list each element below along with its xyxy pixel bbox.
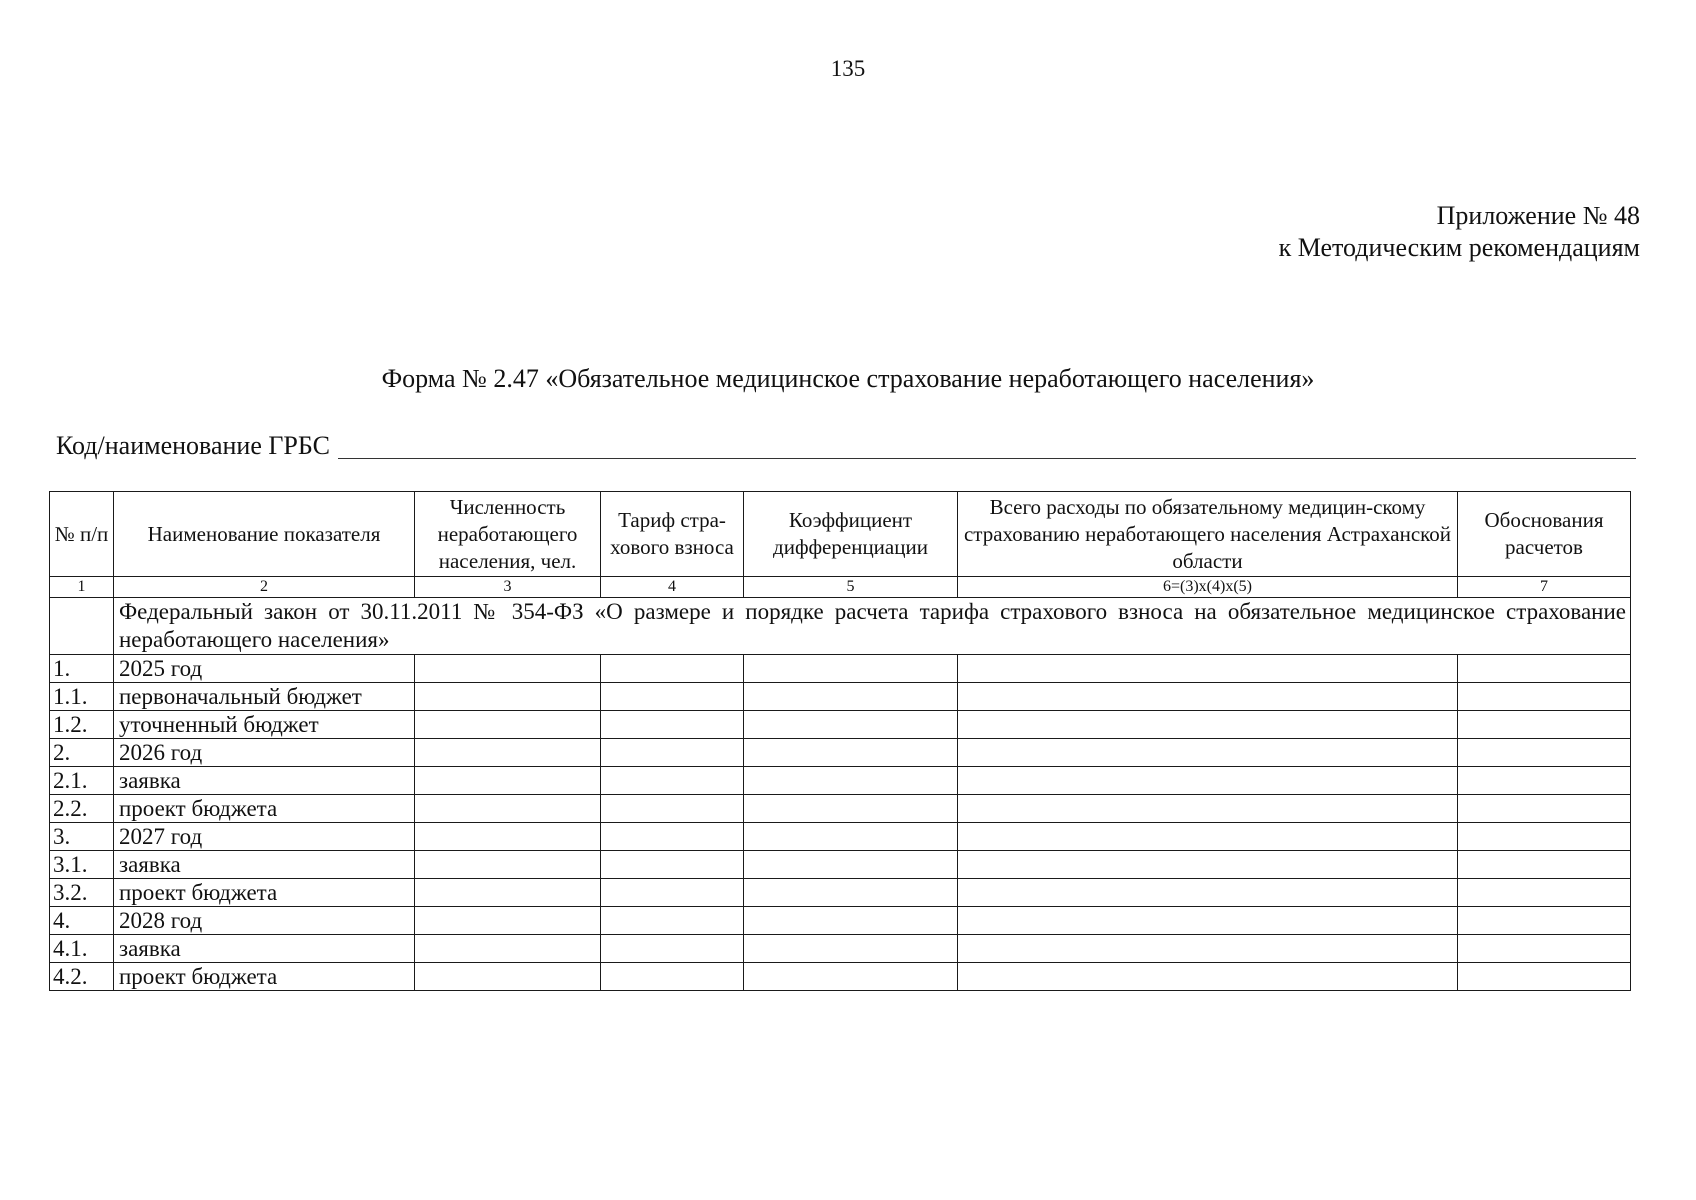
justification-cell [1458,963,1631,991]
total-cell [958,795,1458,823]
population-cell [415,711,601,739]
tariff-cell [601,935,744,963]
row-number: 3. [50,823,114,851]
tariff-cell [601,655,744,683]
row-indicator-name: 2026 год [114,739,415,767]
justification-cell [1458,851,1631,879]
column-number: 6=(3)x(4)x(5) [958,577,1458,598]
row-number: 4.1. [50,935,114,963]
population-cell [415,795,601,823]
appendix-reference: к Методическим рекомендациям [1278,233,1640,262]
coefficient-cell [744,795,958,823]
row-number: 1. [50,655,114,683]
tariff-cell [601,851,744,879]
row-number: 4. [50,907,114,935]
justification-cell [1458,935,1631,963]
table-row [50,851,1631,879]
grbs-blank-line [338,428,1636,459]
row-indicator-name: заявка [114,767,415,795]
justification-cell [1458,739,1631,767]
tariff-cell [601,963,744,991]
population-cell [415,823,601,851]
population-cell [415,683,601,711]
population-cell [415,907,601,935]
row-indicator-name: первоначальный бюджет [114,683,415,711]
table-row [50,907,1631,935]
table-row [50,935,1631,963]
table-row [50,879,1631,907]
row-indicator-name: 2028 год [114,907,415,935]
tariff-cell [601,711,744,739]
law-num-cell [50,598,114,655]
row-indicator-name: заявка [114,935,415,963]
row-number: 3.2. [50,879,114,907]
justification-cell [1458,907,1631,935]
tariff-cell [601,739,744,767]
total-cell [958,963,1458,991]
population-cell [415,851,601,879]
appendix-title: Приложение № 48 [1436,201,1640,230]
population-cell [415,655,601,683]
tariff-cell [601,795,744,823]
row-number: 4.2. [50,963,114,991]
total-cell [958,711,1458,739]
column-number: 3 [415,577,601,598]
coefficient-cell [744,963,958,991]
header-justification: Обоснования расчетов [1458,492,1631,577]
row-number: 1.1. [50,683,114,711]
coefficient-cell [744,711,958,739]
row-number: 2. [50,739,114,767]
table-row [50,963,1631,991]
row-number: 2.2. [50,795,114,823]
table-row [50,655,1631,683]
row-indicator-name: 2027 год [114,823,415,851]
table-row [50,823,1631,851]
table-row [50,739,1631,767]
population-cell [415,935,601,963]
total-cell [958,655,1458,683]
total-cell [958,767,1458,795]
total-cell [958,823,1458,851]
table-header-row [50,492,1631,577]
insurance-table [49,491,1631,991]
header-total-expenses: Всего расходы по обязательному медицин-скому страхованию неработающего населения Астраханской области [958,492,1458,577]
justification-cell [1458,879,1631,907]
page-number: 135 [830,56,866,81]
coefficient-cell [744,683,958,711]
column-number: 4 [601,577,744,598]
tariff-cell [601,879,744,907]
coefficient-cell [744,655,958,683]
row-number: 2.1. [50,767,114,795]
row-number: 3.1. [50,851,114,879]
population-cell [415,879,601,907]
row-indicator-name: проект бюджета [114,963,415,991]
table-row [50,683,1631,711]
total-cell [958,739,1458,767]
coefficient-cell [744,739,958,767]
column-number: 2 [114,577,415,598]
appendix-note [1279,200,1640,264]
row-indicator-name: проект бюджета [114,879,415,907]
total-cell [958,851,1458,879]
column-numbers-row [50,577,1631,598]
table-row [50,767,1631,795]
tariff-cell [601,823,744,851]
tariff-cell [601,907,744,935]
row-indicator-name: заявка [114,851,415,879]
total-cell [958,935,1458,963]
population-cell [415,963,601,991]
row-number: 1.2. [50,711,114,739]
justification-cell [1458,711,1631,739]
justification-cell [1458,823,1631,851]
table-row [50,795,1631,823]
column-number: 1 [50,577,114,598]
table-row [50,711,1631,739]
total-cell [958,683,1458,711]
tariff-cell [601,767,744,795]
coefficient-cell [744,907,958,935]
column-number: 5 [744,577,958,598]
row-indicator-name: 2025 год [114,655,415,683]
grbs-field [56,428,1636,461]
justification-cell [1458,795,1631,823]
law-reference-text: Федеральный закон от 30.11.2011 № 354-ФЗ «О размере и порядке расчета тарифа страхового взноса на обязательное медицинское страхование неработающего населения» [114,598,1631,655]
justification-cell [1458,683,1631,711]
total-cell [958,879,1458,907]
grbs-label: Код/наименование ГРБС [56,431,330,460]
population-cell [415,739,601,767]
column-number: 7 [1458,577,1631,598]
table-body [50,655,1631,991]
header-population: Численность неработающего населения, чел. [415,492,601,577]
coefficient-cell [744,851,958,879]
form-title: Форма № 2.47 «Обязательное медицинское страхование неработающего населения» [381,364,1315,393]
header-tariff: Тариф стра-хового взноса [601,492,744,577]
tariff-cell [601,683,744,711]
row-indicator-name: проект бюджета [114,795,415,823]
coefficient-cell [744,823,958,851]
justification-cell [1458,767,1631,795]
coefficient-cell [744,879,958,907]
law-reference-row [50,598,1631,655]
header-indicator-name: Наименование показателя [114,492,415,577]
coefficient-cell [744,935,958,963]
population-cell [415,767,601,795]
justification-cell [1458,655,1631,683]
coefficient-cell [744,767,958,795]
header-num: № п/п [50,492,114,577]
total-cell [958,907,1458,935]
header-coefficient: Коэффициент дифференциации [744,492,958,577]
row-indicator-name: уточненный бюджет [114,711,415,739]
